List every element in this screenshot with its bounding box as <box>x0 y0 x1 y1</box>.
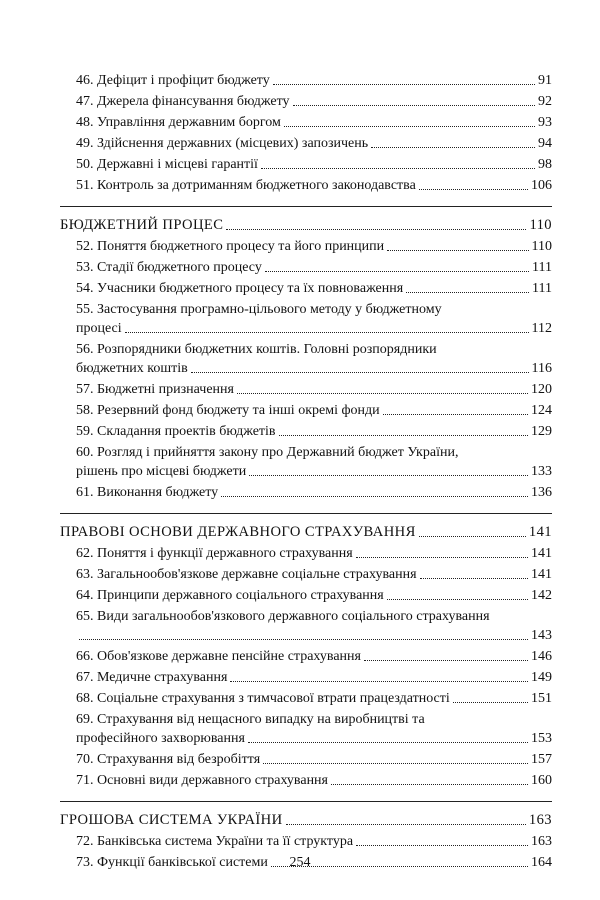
toc-page: 141 <box>531 546 552 561</box>
toc-page: 164 <box>531 855 552 870</box>
toc-page: 143 <box>531 628 552 643</box>
section-divider <box>60 206 552 207</box>
toc-page: 160 <box>531 773 552 788</box>
toc-label: 50. Державні і місцеві гарантії <box>76 157 258 172</box>
toc-label: 53. Стадії бюджетного процесу <box>76 260 262 275</box>
toc-page: 110 <box>529 217 552 233</box>
toc-entry-61 <box>60 482 552 503</box>
toc-label: 71. Основні види державного страхування <box>76 773 328 788</box>
toc-page: 133 <box>531 464 552 479</box>
leader-dots <box>293 105 535 106</box>
toc-label: 73. Функції банківської системи <box>76 855 268 870</box>
toc-page: 120 <box>531 382 552 397</box>
toc-label: 67. Медичне страхування <box>76 670 228 685</box>
toc-entry-62 <box>60 543 552 564</box>
toc-entry-72 <box>60 831 552 852</box>
leader-dots <box>221 496 528 497</box>
toc-label: 47. Джерела фінансування бюджету <box>76 94 290 109</box>
leader-dots <box>191 372 529 373</box>
leader-dots <box>419 536 526 537</box>
toc-page: 163 <box>531 834 552 849</box>
toc-page: 94 <box>538 136 552 151</box>
leader-dots <box>284 126 535 127</box>
toc-label: 59. Складання проектів бюджетів <box>76 424 276 439</box>
toc-entry-63 <box>60 564 552 585</box>
toc-page: 149 <box>531 670 552 685</box>
toc-entry-57 <box>60 379 552 400</box>
leader-dots <box>453 702 528 703</box>
leader-dots <box>383 414 528 415</box>
toc-page: 136 <box>531 485 552 500</box>
leader-dots <box>356 845 528 846</box>
toc-entry-51 <box>60 175 552 196</box>
leader-dots <box>279 435 528 436</box>
toc-label: 66. Обов'язкове державне пенсійне страхування <box>76 649 361 664</box>
section-title: БЮДЖЕТНИЙ ПРОЦЕС <box>60 217 224 233</box>
toc-label: 57. Бюджетні призначення <box>76 382 234 397</box>
toc-label-line2: рішень про місцеві бюджети <box>76 464 247 479</box>
leader-dots <box>249 475 528 476</box>
toc-label-line1: 69. Страхування від нещасного випадку на виробництві та <box>76 712 425 727</box>
toc-label-line1: 56. Розпорядники бюджетних коштів. Головні розпорядники <box>76 342 437 357</box>
toc-entry-67 <box>60 667 552 688</box>
table-of-contents <box>60 70 552 873</box>
toc-label: 49. Здійснення державних (місцевих) запозичень <box>76 136 369 151</box>
toc-label: 62. Поняття і функції державного страхування <box>76 546 353 561</box>
toc-label: 54. Учасники бюджетного процесу та їх повноваження <box>76 281 404 296</box>
toc-entry-50 <box>60 154 552 175</box>
toc-page: 146 <box>531 649 552 664</box>
toc-entry-66 <box>60 646 552 667</box>
page-number: 254 <box>289 855 311 870</box>
toc-label-line1: 55. Застосування програмно-цільового методу у бюджетному <box>76 302 442 317</box>
toc-page: 91 <box>538 73 552 88</box>
toc-entry-55 <box>60 299 552 339</box>
toc-entry-71 <box>60 770 552 791</box>
toc-label-line1: 65. Види загальнообов'язкового державного соціального страхування <box>76 609 490 624</box>
toc-entry-68 <box>60 688 552 709</box>
toc-section-monetary-system <box>60 808 552 831</box>
section-title: ГРОШОВА СИСТЕМА УКРАЇНИ <box>60 812 283 828</box>
leader-dots <box>387 250 528 251</box>
toc-page: 98 <box>538 157 552 172</box>
toc-entry-46 <box>60 70 552 91</box>
toc-page: 111 <box>532 281 552 296</box>
toc-page: 112 <box>531 321 552 336</box>
toc-entry-56 <box>60 339 552 379</box>
leader-dots <box>273 84 535 85</box>
toc-page: 141 <box>528 524 552 540</box>
leader-dots <box>248 742 528 743</box>
toc-page: 141 <box>531 567 552 582</box>
leader-dots <box>261 168 535 169</box>
leader-dots <box>406 292 529 293</box>
leader-dots <box>226 229 526 230</box>
leader-dots <box>286 824 526 825</box>
toc-label: 58. Резервний фонд бюджету та інші окремі фонди <box>76 403 380 418</box>
leader-dots <box>387 599 528 600</box>
toc-label: 72. Банківська система України та її структура <box>76 834 354 849</box>
toc-label: 51. Контроль за дотриманням бюджетного законодавства <box>76 178 416 193</box>
toc-page: 157 <box>531 752 552 767</box>
toc-label-line1: 60. Розгляд і прийняття закону про Державний бюджет України, <box>76 445 459 460</box>
toc-entry-60 <box>60 442 552 482</box>
toc-label: 68. Соціальне страхування з тимчасової втрати працездатності <box>76 691 450 706</box>
leader-dots <box>331 784 528 785</box>
toc-entry-52 <box>60 236 552 257</box>
toc-page: 106 <box>531 178 552 193</box>
toc-page: 93 <box>538 115 552 130</box>
section-title: ПРАВОВІ ОСНОВИ ДЕРЖАВНОГО СТРАХУВАННЯ <box>60 524 416 540</box>
leader-dots <box>371 147 535 148</box>
leader-dots <box>230 681 528 682</box>
leader-dots <box>356 557 528 558</box>
toc-page: 111 <box>532 260 552 275</box>
toc-entry-49 <box>60 133 552 154</box>
toc-page: 92 <box>538 94 552 109</box>
toc-label: 64. Принципи державного соціального страхування <box>76 588 384 603</box>
toc-entry-48 <box>60 112 552 133</box>
toc-entry-54 <box>60 278 552 299</box>
toc-label-line2: професійного захворювання <box>76 731 245 746</box>
leader-dots <box>263 763 528 764</box>
leader-dots <box>420 578 528 579</box>
section-divider <box>60 513 552 514</box>
toc-entry-64 <box>60 585 552 606</box>
toc-entry-69 <box>60 709 552 749</box>
toc-section-budget-process <box>60 213 552 236</box>
toc-entry-65 <box>60 606 552 646</box>
section-divider <box>60 801 552 802</box>
toc-entry-53 <box>60 257 552 278</box>
toc-entry-59 <box>60 421 552 442</box>
toc-label: 63. Загальнообов'язкове державне соціальне страхування <box>76 567 417 582</box>
toc-label: 70. Страхування від безробіття <box>76 752 261 767</box>
leader-dots <box>79 639 528 640</box>
toc-entry-58 <box>60 400 552 421</box>
toc-label: 48. Управління державним боргом <box>76 115 281 130</box>
toc-label: 46. Дефіцит і профіцит бюджету <box>76 73 270 88</box>
leader-dots <box>237 393 528 394</box>
toc-label: 52. Поняття бюджетного процесу та його принципи <box>76 239 385 254</box>
toc-label-line2: процесі <box>76 321 122 336</box>
toc-page: 163 <box>528 812 552 828</box>
toc-page: 153 <box>531 731 552 746</box>
toc-label: 61. Виконання бюджету <box>76 485 219 500</box>
toc-label-line2: бюджетних коштів <box>76 361 188 376</box>
toc-page: 116 <box>531 361 552 376</box>
leader-dots <box>265 271 529 272</box>
leader-dots <box>125 332 529 333</box>
toc-page: 151 <box>531 691 552 706</box>
toc-page: 124 <box>531 403 552 418</box>
toc-page: 110 <box>531 239 552 254</box>
toc-page: 129 <box>531 424 552 439</box>
leader-dots <box>419 189 528 190</box>
toc-entry-47 <box>60 91 552 112</box>
toc-section-insurance <box>60 520 552 543</box>
toc-page: 142 <box>531 588 552 603</box>
toc-entry-70 <box>60 749 552 770</box>
leader-dots <box>364 660 528 661</box>
